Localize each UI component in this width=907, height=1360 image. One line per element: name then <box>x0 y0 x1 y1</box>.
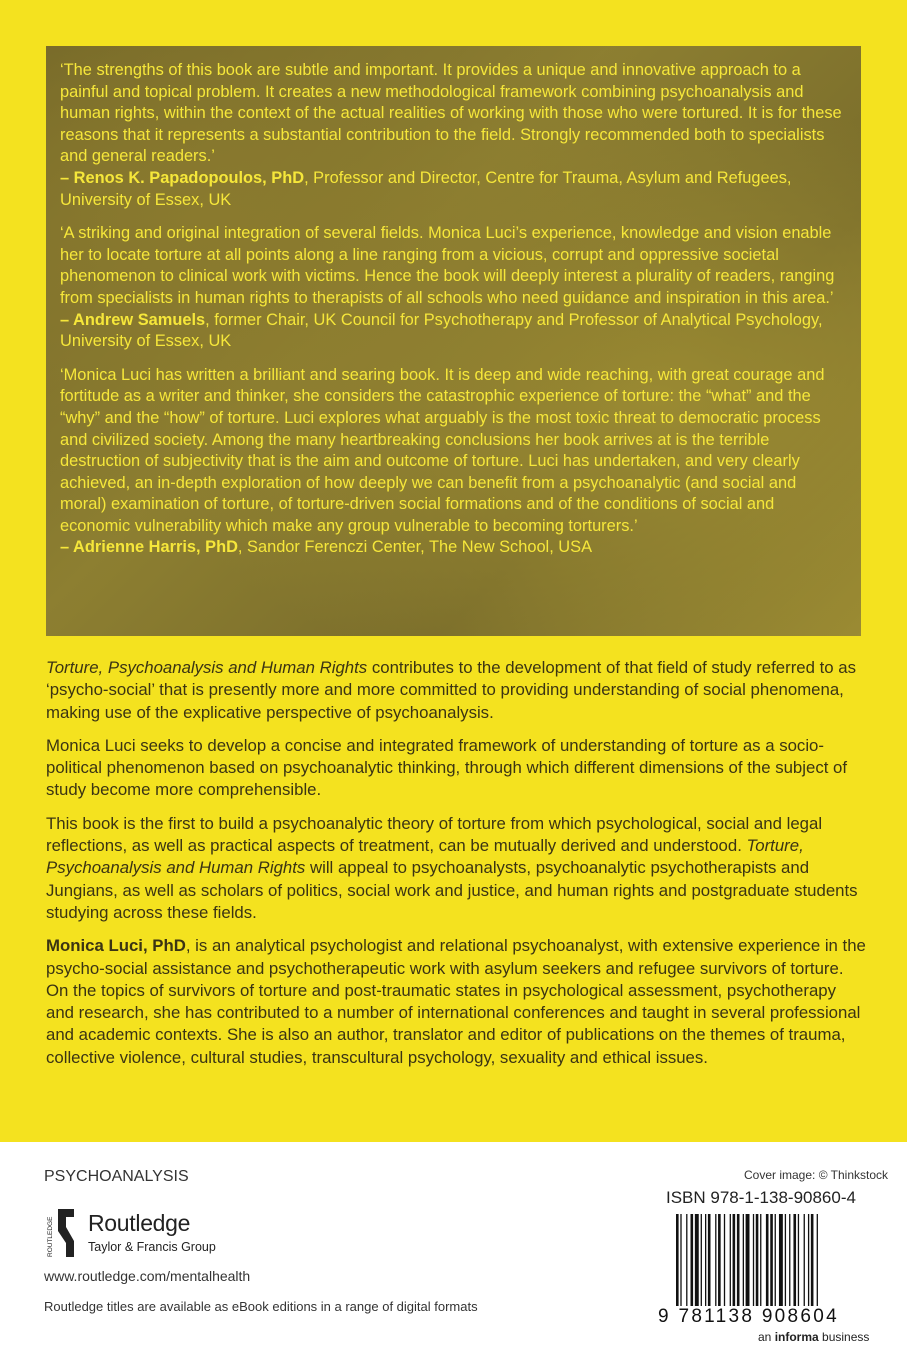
paragraph-text: contributes to the development of that field of study referred to as ‘psycho-social’ that is presently more and more committed to providing understanding of social phenomena, making use of the explicative perspective of psychoanalysis. <box>46 658 856 722</box>
publisher-group: Taylor & Francis Group <box>88 1240 216 1254</box>
quote-text: ‘A striking and original integration of several fields. Monica Luci’s experience, knowledge and vision enable her to locate torture at all points along a line ranging from a vicious, corrupt and oppressive societal phenomenon to clinical work with victims. Hence the book will deeply interest a plurality of readers, ranging from specialists in human rights to therapists of all schools who need guidance and inspiration in this area.’ <box>60 224 835 307</box>
endorsement-quote <box>60 223 843 353</box>
tagline-brand: informa <box>774 1330 819 1344</box>
quote-text: ‘The strengths of this book are subtle and important. It provides a unique and innovative approach to a painful and topical problem. It creates a new methodological framework combining psychoanalysis and human rights, within the context of the actual realities of working with those who were tortured. It is for these reasons that it represents a substantial contribution to the field. Strongly recommended both to specialists and general readers.’ <box>60 61 842 166</box>
tagline-suffix: business <box>818 1330 870 1344</box>
quote-author: – Adrienne Harris, PhD <box>60 538 238 557</box>
quote-affiliation: , Sandor Ferenczi Center, The New School, USA <box>237 538 593 557</box>
author-bio <box>46 935 866 1069</box>
ebook-note: Routledge titles are available as eBook editions in a range of digital formats <box>44 1299 478 1314</box>
book-title: Torture, Psychoanalysis and Human Rights <box>46 836 804 878</box>
subject-category: PSYCHOANALYSIS <box>44 1168 189 1185</box>
quote-text: ‘Monica Luci has written a brilliant and searing book. It is deep and wide reaching, with great courage and fortitude as a writer and thinker, she considers the catastrophic experience of torture: the “what” and the “why” and the “how” of torture. Luci explores what arguably is the most toxic threat to democratic process and civilized society. Among the many heartbreaking conclusions her book arrives at is the terrible destruction of subjectivity that is the aim and outcome of torture. Luci has undertaken, and very clearly achieved, an in-depth exploration of how deeply we can benefit from a psychoanalytic (and social and moral) examination of torture, of torture-driven social formations and of the conditions of social and economic vulnerability which make any group vulnerable to becoming torturers.’ <box>60 365 825 535</box>
publisher-name: Routledge <box>88 1210 191 1236</box>
quote-author: – Renos K. Papadopoulos, PhD <box>60 168 305 187</box>
description-paragraph <box>46 657 866 724</box>
quote-author: – Andrew Samuels <box>60 310 206 329</box>
barcode-digits: 9 781138 908604 <box>658 1306 863 1328</box>
informa-tagline <box>758 1330 869 1344</box>
quote-affiliation: , Professor and Director, Centre for Trauma, Asylum and Refugees, University of Essex, UK <box>60 168 792 209</box>
author-name: Monica Luci, PhD <box>46 936 186 956</box>
paragraph-text: will appeal to psychoanalysts, psychoanalytic psychotherapists and Jungians, as well as scholars of politics, social work and justice, and human rights and postgraduate students studying across these fields. <box>46 858 858 922</box>
book-title: Torture, Psychoanalysis and Human Rights <box>46 658 368 677</box>
paragraph-text: This book is the first to build a psychoanalytic theory of torture from which psychological, social and legal reflections, as well as practical aspects of treatment, can be mutually derived and understood. <box>46 813 823 856</box>
quote-affiliation: , former Chair, UK Council for Psychotherapy and Professor of Analytical Psychology, University of Essex, UK <box>60 310 823 351</box>
endorsement-quote <box>60 365 843 559</box>
logo-vertical-text: ROUTLEDGE <box>47 1216 54 1257</box>
book-description <box>46 657 866 1080</box>
description-paragraph <box>46 813 866 924</box>
isbn-label: ISBN 978-1-138-90860-4 <box>666 1188 856 1207</box>
website-link[interactable]: www.routledge.com/mentalhealth <box>44 1268 251 1284</box>
cover-image-credit: Cover image: © Thinkstock <box>744 1168 889 1182</box>
endorsements-panel <box>46 46 861 636</box>
paragraph-text: , is an analytical psychologist and relational psychoanalyst, with extensive experience in the psycho-social assistance and psychotherapeutic work with asylum seekers and refugee survivors of torture. On the topics of survivors of torture and post-traumatic states in psychological assessment, psychotherapy and research, she has contributed to a number of international conferences and taught in several professional and academic contexts. She is also an author, translator and editor of publications on the themes of trauma, collective violence, cultural studies, transcultural psychology, sexuality and ethical issues. <box>46 936 866 1067</box>
description-paragraph: Monica Luci seeks to develop a concise and integrated framework of understanding of torture as a socio-political phenomenon based on psychoanalytic thinking, through which different dimensions of the subject of study become more comprehensible. <box>46 735 848 800</box>
tagline-prefix: an <box>758 1330 775 1344</box>
endorsement-quote <box>60 60 843 211</box>
routledge-logo-icon <box>44 1207 78 1259</box>
